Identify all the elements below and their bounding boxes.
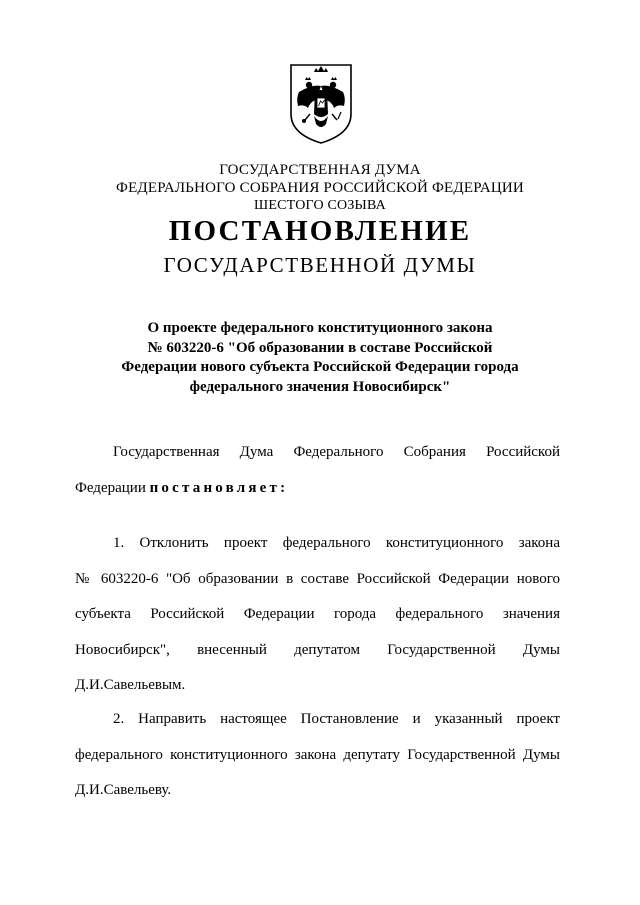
convocation-line: ШЕСТОГО СОЗЫВА: [254, 198, 386, 213]
item-2-paragraph: [75, 702, 560, 809]
document-type-title: ПОСТАНОВЛЕНИЕ: [168, 215, 472, 247]
item-1-line-1: 1. Отклонить проект федерального конституционного закона: [113, 535, 560, 551]
document-issuer-subtitle: ГОСУДАРСТВЕННОЙ ДУМЫ: [163, 253, 477, 277]
item-1-line-3: субъекта Российской Федерации города федерального значения: [75, 606, 560, 622]
document-subject: [0, 319, 640, 397]
subject-line-4: федерального значения Новосибирск": [189, 378, 451, 395]
item-1-line-5: Д.И.Савельевым.: [75, 677, 186, 693]
item-2-line-2: федерального конституционного закона депутату Государственной Думы: [75, 746, 560, 763]
item-2-line-3: Д.И.Савельеву.: [75, 782, 172, 798]
item-1-line-2: № 603220-6 "Об образовании в составе Российской Федерации нового: [75, 570, 560, 587]
subject-line-3: Федерации нового субъекта Российской Федерации города: [121, 359, 519, 375]
preamble-line-1: Государственная Дума Федерального Собрания Российской: [113, 444, 560, 460]
preamble-paragraph: [75, 435, 560, 506]
resolves-keyword: постановляет:: [149, 479, 289, 496]
org-name-line-1: ГОСУДАРСТВЕННАЯ ДУМА: [219, 162, 421, 178]
org-name-line-2: ФЕДЕРАЛЬНОГО СОБРАНИЯ РОССИЙСКОЙ ФЕДЕРАЦИИ: [116, 180, 524, 196]
item-1-paragraph: [75, 526, 560, 704]
preamble-line-2: [75, 471, 560, 507]
subject-line-1: О проекте федерального конституционного закона: [147, 320, 493, 336]
preamble-line-2-text: Федерации: [75, 479, 150, 496]
subject-line-2: № 603220-6 "Об образовании в составе Российской: [147, 339, 493, 356]
item-2-line-1: 2. Направить настоящее Постановление и указанный проект: [113, 711, 560, 727]
coat-of-arms-icon: [288, 62, 354, 146]
item-1-line-4: Новосибирск", внесенный депутатом Государственной Думы: [75, 641, 560, 658]
